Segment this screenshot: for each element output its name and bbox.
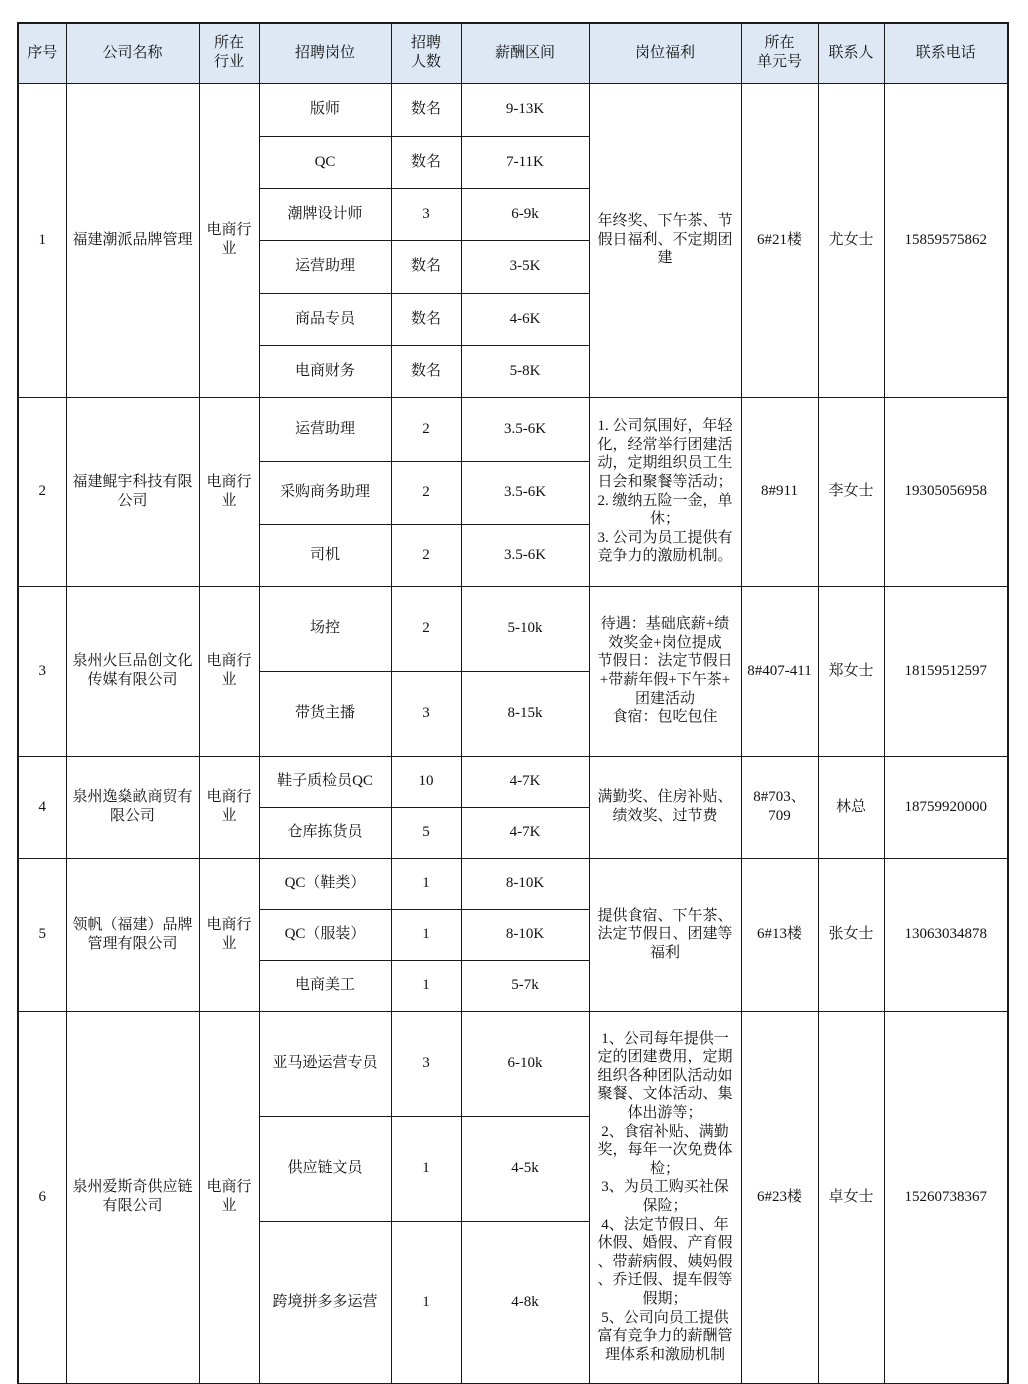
position-headcount: 10 xyxy=(391,756,461,807)
position-headcount: 数名 xyxy=(391,136,461,188)
position-salary: 3-5K xyxy=(461,240,589,293)
position-headcount: 数名 xyxy=(391,345,461,397)
company-unit: 6#13楼 xyxy=(741,858,818,1011)
header-salary: 薪酬区间 xyxy=(461,23,589,83)
position-salary: 4-7K xyxy=(461,807,589,858)
company-unit: 6#21楼 xyxy=(741,83,818,397)
company-name: 泉州逸燊畝商贸有限公司 xyxy=(66,756,199,858)
header-position: 招聘岗位 xyxy=(259,23,391,83)
company-index: 6 xyxy=(18,1011,66,1383)
position-title: 鞋子质检员QC xyxy=(259,756,391,807)
position-headcount: 1 xyxy=(391,1116,461,1221)
position-headcount: 1 xyxy=(391,960,461,1011)
position-salary: 4-5k xyxy=(461,1116,589,1221)
header-phone: 联系电话 xyxy=(884,23,1008,83)
position-salary: 5-7k xyxy=(461,960,589,1011)
company-benefits: 年终奖、下午茶、节 假日福利、不定期团 建 xyxy=(589,83,741,397)
position-salary: 8-10K xyxy=(461,858,589,909)
company-phone: 15260738367 xyxy=(884,1011,1008,1383)
company-index: 2 xyxy=(18,397,66,586)
company-phone: 19305056958 xyxy=(884,397,1008,586)
position-headcount: 2 xyxy=(391,397,461,461)
position-title: 采购商务助理 xyxy=(259,461,391,524)
position-headcount: 数名 xyxy=(391,83,461,136)
company-index: 5 xyxy=(18,858,66,1011)
position-salary: 3.5-6K xyxy=(461,524,589,586)
company-industry: 电商行业 xyxy=(199,858,259,1011)
position-salary: 8-10K xyxy=(461,909,589,960)
position-title: 电商财务 xyxy=(259,345,391,397)
company-unit: 6#23楼 xyxy=(741,1011,818,1383)
company-index: 1 xyxy=(18,83,66,397)
company-contact: 张女士 xyxy=(818,858,884,1011)
position-title: 司机 xyxy=(259,524,391,586)
position-headcount: 1 xyxy=(391,909,461,960)
position-title: 场控 xyxy=(259,586,391,671)
company-benefits: 满勤奖、住房补贴、 绩效奖、过节费 xyxy=(589,756,741,858)
position-title: 潮牌设计师 xyxy=(259,188,391,240)
recruitment-table xyxy=(17,22,1009,1384)
company-benefits: 1、公司每年提供一 定的团建费用，定期 组织各种团队活动如 聚餐、文体活动、集 体出游等； 2、食宿补贴、满勤 奖，每年一次免费体 检； 3、为员工购买社保 保险； 4、法定节假日、年 休假、婚假、产育假 、带薪病假、姨妈假 、乔迁假、提车假等 假期； 5、公司向员工提供 富有竞争力的薪酬管 理体系和激励机制 xyxy=(589,1011,741,1383)
company-phone: 13063034878 xyxy=(884,858,1008,1011)
company-phone: 18159512597 xyxy=(884,586,1008,756)
position-salary: 4-6K xyxy=(461,293,589,345)
position-title: 版师 xyxy=(259,83,391,136)
position-title: 运营助理 xyxy=(259,240,391,293)
company-unit: 8#407-411 xyxy=(741,586,818,756)
company-phone: 15859575862 xyxy=(884,83,1008,397)
position-headcount: 3 xyxy=(391,188,461,240)
position-headcount: 2 xyxy=(391,586,461,671)
company-name: 泉州爱斯奇供应链有限公司 xyxy=(66,1011,199,1383)
recruitment-sheet xyxy=(17,22,1007,1384)
position-salary: 3.5-6K xyxy=(461,397,589,461)
table-row xyxy=(18,858,1008,909)
header-unit: 所在 单元号 xyxy=(741,23,818,83)
company-industry: 电商行业 xyxy=(199,83,259,397)
position-salary: 8-15k xyxy=(461,671,589,756)
position-title: 电商美工 xyxy=(259,960,391,1011)
position-title: QC（鞋类） xyxy=(259,858,391,909)
position-salary: 5-10k xyxy=(461,586,589,671)
position-headcount: 2 xyxy=(391,524,461,586)
position-title: QC xyxy=(259,136,391,188)
company-unit: 8#703、709 xyxy=(741,756,818,858)
company-unit: 8#911 xyxy=(741,397,818,586)
company-contact: 郑女士 xyxy=(818,586,884,756)
header-headcount: 招聘 人数 xyxy=(391,23,461,83)
position-title: 跨境拼多多运营 xyxy=(259,1221,391,1383)
company-benefits: 提供食宿、下午茶、 法定节假日、团建等 福利 xyxy=(589,858,741,1011)
position-salary: 9-13K xyxy=(461,83,589,136)
company-industry: 电商行业 xyxy=(199,397,259,586)
position-title: 带货主播 xyxy=(259,671,391,756)
header-row xyxy=(18,23,1008,83)
company-contact: 林总 xyxy=(818,756,884,858)
table-row xyxy=(18,83,1008,136)
company-industry: 电商行业 xyxy=(199,586,259,756)
position-title: 运营助理 xyxy=(259,397,391,461)
table-row xyxy=(18,397,1008,461)
position-headcount: 1 xyxy=(391,858,461,909)
company-index: 4 xyxy=(18,756,66,858)
company-industry: 电商行业 xyxy=(199,756,259,858)
position-headcount: 数名 xyxy=(391,293,461,345)
position-salary: 3.5-6K xyxy=(461,461,589,524)
position-salary: 5-8K xyxy=(461,345,589,397)
company-contact: 卓女士 xyxy=(818,1011,884,1383)
position-headcount: 5 xyxy=(391,807,461,858)
position-salary: 4-8k xyxy=(461,1221,589,1383)
company-phone: 18759920000 xyxy=(884,756,1008,858)
table-row xyxy=(18,756,1008,807)
position-headcount: 3 xyxy=(391,1011,461,1116)
header-contact: 联系人 xyxy=(818,23,884,83)
position-headcount: 3 xyxy=(391,671,461,756)
position-title: 仓库拣货员 xyxy=(259,807,391,858)
position-title: 供应链文员 xyxy=(259,1116,391,1221)
position-title: QC（服装） xyxy=(259,909,391,960)
company-name: 领帆（福建）品牌管理有限公司 xyxy=(66,858,199,1011)
header-company: 公司名称 xyxy=(66,23,199,83)
position-salary: 4-7K xyxy=(461,756,589,807)
company-contact: 李女士 xyxy=(818,397,884,586)
company-contact: 尤女士 xyxy=(818,83,884,397)
table-row xyxy=(18,586,1008,671)
company-index: 3 xyxy=(18,586,66,756)
header-industry: 所在 行业 xyxy=(199,23,259,83)
position-salary: 6-9k xyxy=(461,188,589,240)
table-row xyxy=(18,1011,1008,1116)
company-name: 福建鲲宇科技有限公司 xyxy=(66,397,199,586)
position-salary: 7-11K xyxy=(461,136,589,188)
header-index: 序号 xyxy=(18,23,66,83)
company-benefits: 1. 公司氛围好，年轻 化，经常举行团建活 动，定期组织员工生 日会和聚餐等活动； 2. 缴纳五险一金，单 休； 3. 公司为员工提供有 竞争力的激励机制。 xyxy=(589,397,741,586)
position-headcount: 2 xyxy=(391,461,461,524)
position-salary: 6-10k xyxy=(461,1011,589,1116)
header-benefits: 岗位福利 xyxy=(589,23,741,83)
company-name: 泉州火巨品创文化传媒有限公司 xyxy=(66,586,199,756)
position-title: 商品专员 xyxy=(259,293,391,345)
position-title: 亚马逊运营专员 xyxy=(259,1011,391,1116)
company-industry: 电商行业 xyxy=(199,1011,259,1383)
position-headcount: 1 xyxy=(391,1221,461,1383)
company-benefits: 待遇：基础底薪+绩 效奖金+岗位提成 节假日：法定节假日 +带薪年假+下午茶+ 团建活动 食宿：包吃包住 xyxy=(589,586,741,756)
position-headcount: 数名 xyxy=(391,240,461,293)
company-name: 福建潮派品牌管理 xyxy=(66,83,199,397)
